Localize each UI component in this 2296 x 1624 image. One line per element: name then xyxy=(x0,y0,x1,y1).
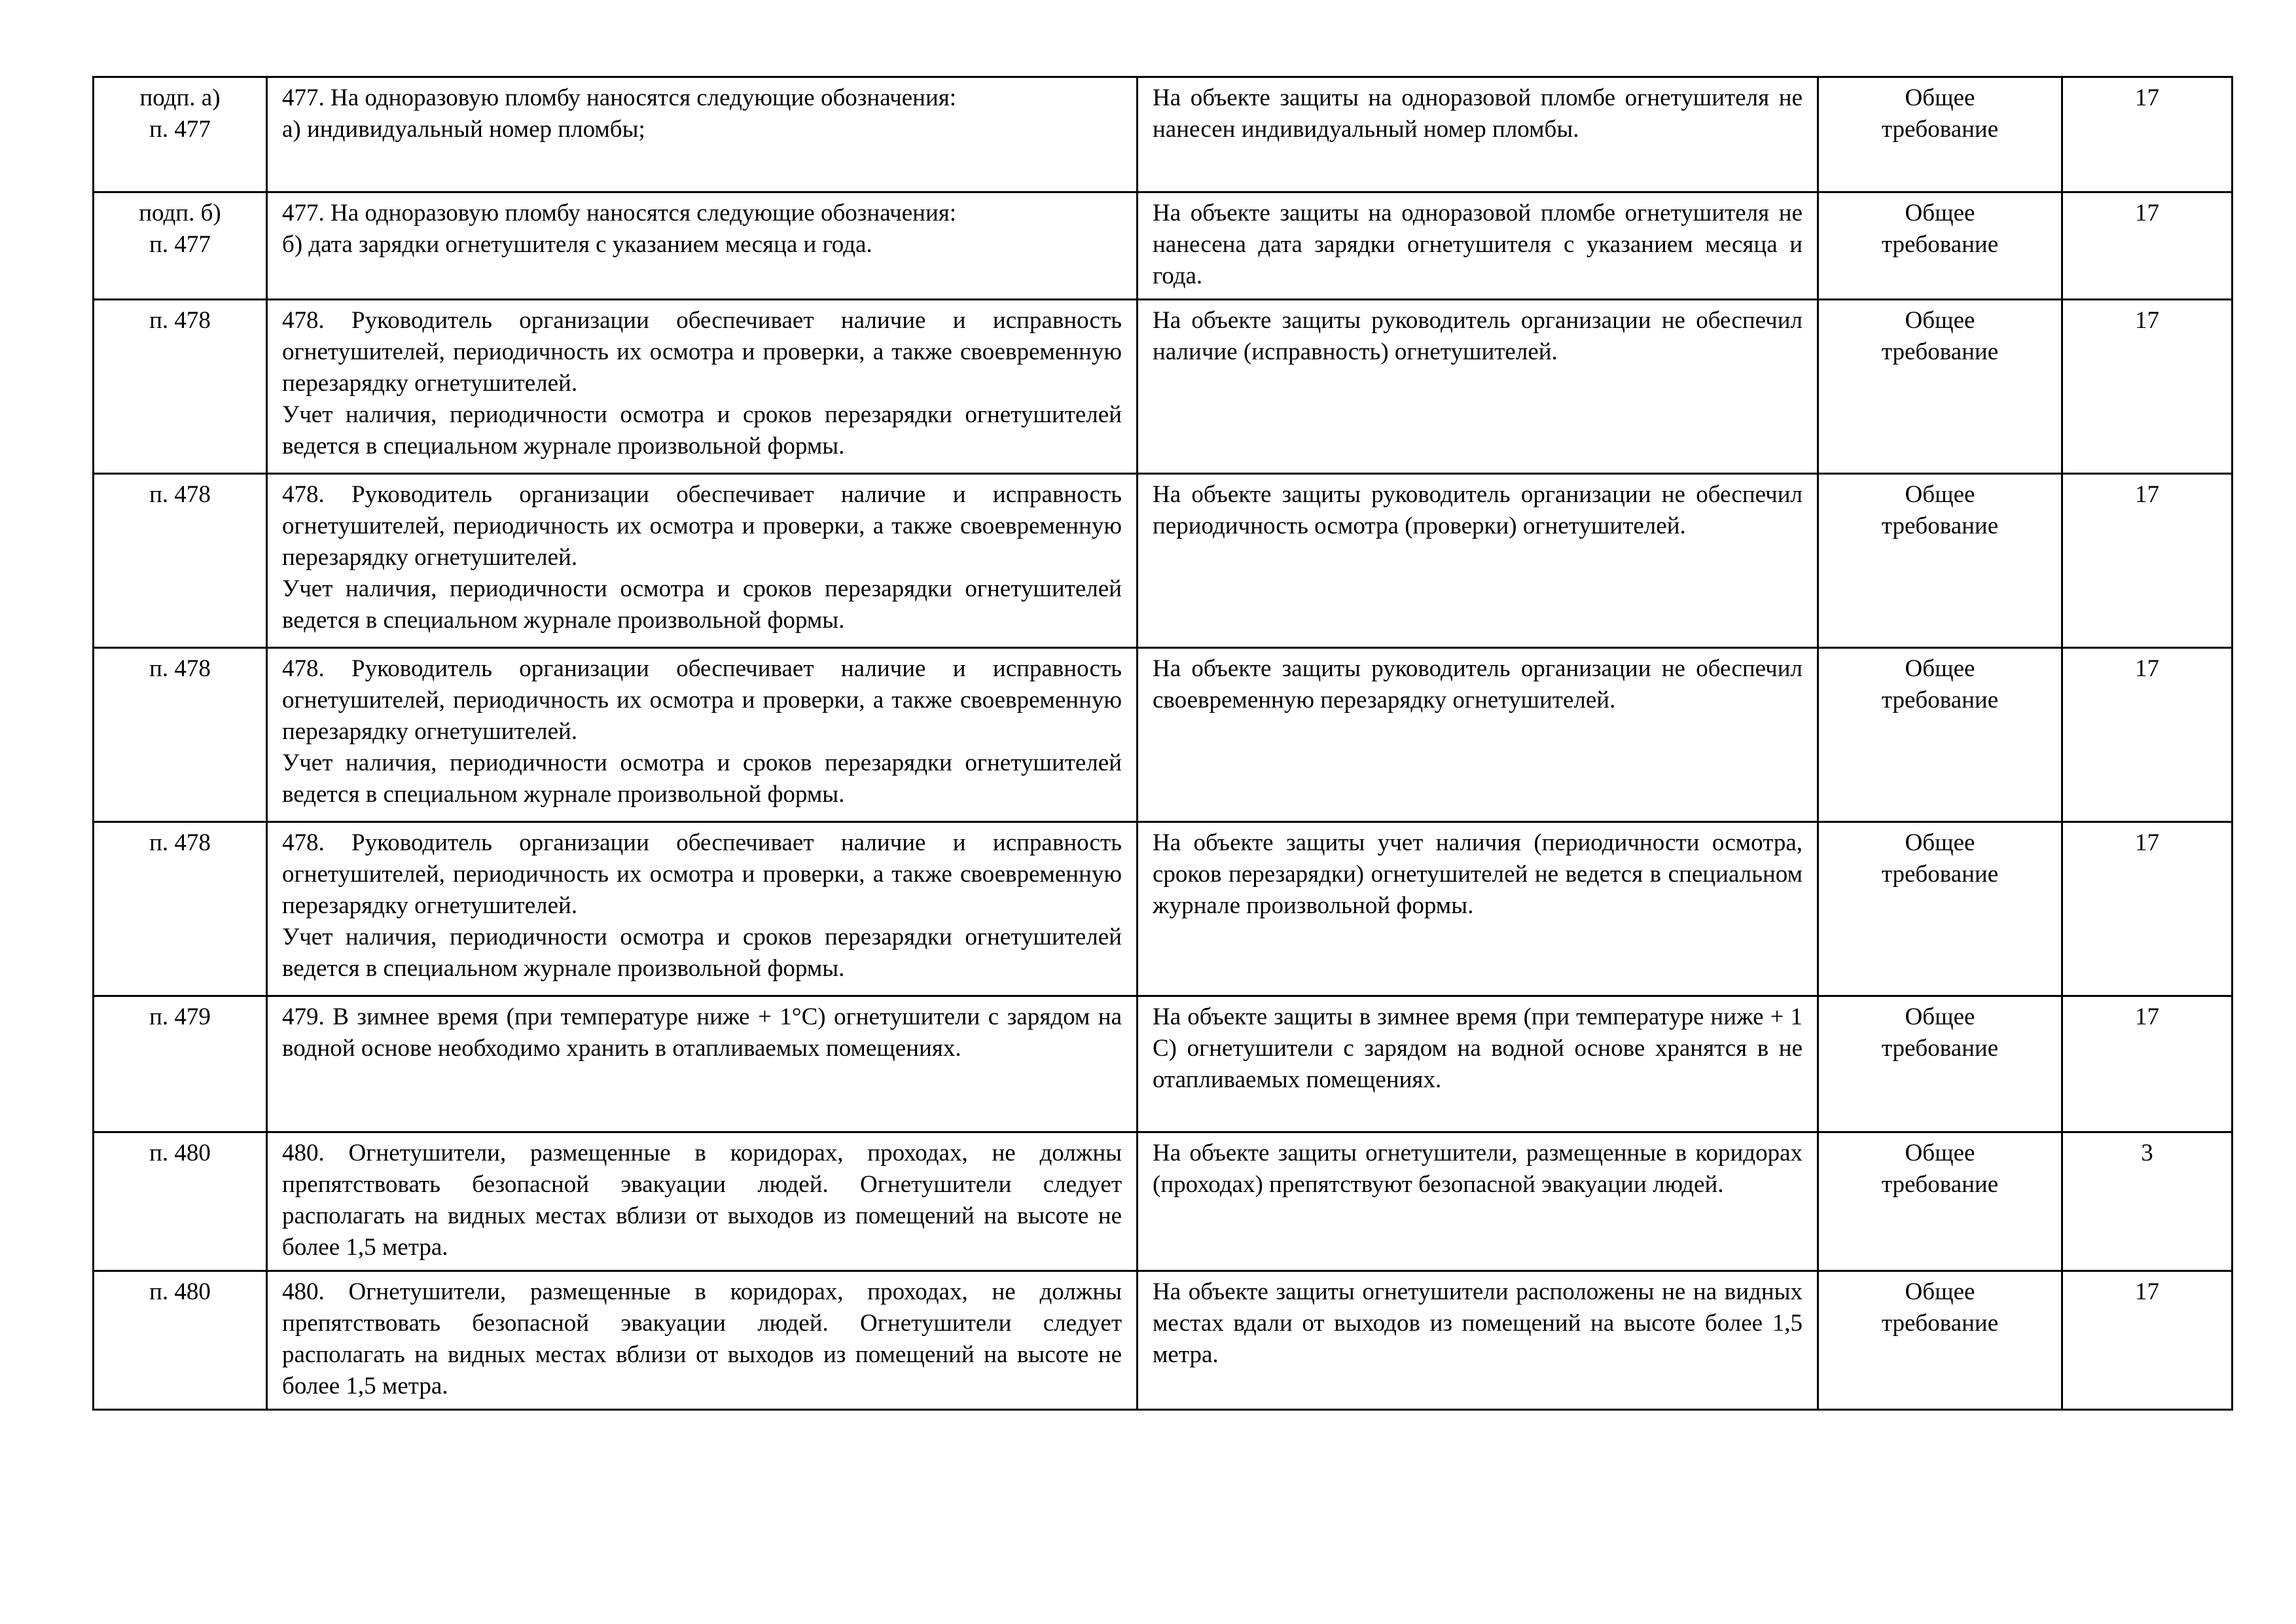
clause-reference-cell xyxy=(94,1271,267,1410)
clause-reference-line: п. 478 xyxy=(149,307,211,334)
requirement-type-cell xyxy=(1818,1132,2062,1271)
clause-reference-line: п. 478 xyxy=(149,829,211,856)
violation-text-cell: На объекте защиты на одноразовой пломбе огнетушителя не нанесена дата зарядки огнетушителя с указанием месяца и года. xyxy=(1138,192,1818,300)
requirements-table xyxy=(92,76,2233,1411)
clause-reference-line: п. 477 xyxy=(149,231,211,258)
requirement-text: 478. Руководитель организации обеспечивает наличие и исправность огнетушителей, периодичность их осмотра и проверки, а также своевременную перезарядку огнетушителей. xyxy=(282,481,1122,571)
table-row xyxy=(94,300,2233,474)
clause-reference-line: п. 479 xyxy=(149,1003,211,1030)
code-cell: 17 xyxy=(2062,300,2233,474)
violation-text-cell: На объекте защиты в зимнее время (при температуре ниже + 1 С) огнетушители с зарядом на водной основе хранятся в не отапливаемых помещениях. xyxy=(1138,996,1818,1132)
requirement-type-line: Общее xyxy=(1905,1278,1975,1305)
clause-reference-cell xyxy=(94,474,267,648)
requirement-text: 478. Руководитель организации обеспечивает наличие и исправность огнетушителей, периодичность их осмотра и проверки, а также своевременную перезарядку огнетушителей. xyxy=(282,829,1122,919)
code-cell: 17 xyxy=(2062,1271,2233,1410)
requirement-type-line: Общее xyxy=(1905,307,1975,334)
clause-reference-cell xyxy=(94,192,267,300)
requirement-type-cell xyxy=(1818,996,2062,1132)
requirement-text-cell xyxy=(267,1271,1138,1410)
requirement-type-line: требование xyxy=(1881,1310,1999,1337)
requirement-text-cell xyxy=(267,648,1138,822)
table-row xyxy=(94,648,2233,822)
requirement-text: Учет наличия, периодичности осмотра и сроков перезарядки огнетушителей ведется в специальном журнале произвольной формы. xyxy=(282,401,1122,460)
requirement-type-line: Общее xyxy=(1905,655,1975,682)
requirement-text: Учет наличия, периодичности осмотра и сроков перезарядки огнетушителей ведется в специальном журнале произвольной формы. xyxy=(282,924,1122,982)
clause-reference-line: подп. а) xyxy=(139,84,221,111)
requirement-type-line: Общее xyxy=(1905,1003,1975,1030)
requirement-text-cell xyxy=(267,1132,1138,1271)
requirement-type-cell xyxy=(1818,300,2062,474)
requirement-text: 478. Руководитель организации обеспечивает наличие и исправность огнетушителей, периодичность их осмотра и проверки, а также своевременную перезарядку огнетушителей. xyxy=(282,307,1122,397)
requirement-type-cell xyxy=(1818,77,2062,192)
table-row xyxy=(94,1132,2233,1271)
requirement-type-line: требование xyxy=(1881,861,1999,888)
requirement-type-line: требование xyxy=(1881,1171,1999,1198)
table-row xyxy=(94,1271,2233,1410)
requirement-type-line: Общее xyxy=(1905,1140,1975,1166)
requirement-type-line: требование xyxy=(1881,116,1999,143)
violation-text-cell: На объекте защиты огнетушители, размещенные в коридорах (проходах) препятствуют безопасной эвакуации людей. xyxy=(1138,1132,1818,1271)
violation-text-cell: На объекте защиты на одноразовой пломбе огнетушителя не нанесен индивидуальный номер пломбы. xyxy=(1138,77,1818,192)
violation-text-cell: На объекте защиты руководитель организации не обеспечил наличие (исправность) огнетушителей. xyxy=(1138,300,1818,474)
code-cell: 17 xyxy=(2062,474,2233,648)
code-cell: 17 xyxy=(2062,822,2233,996)
clause-reference-line: п. 480 xyxy=(149,1278,211,1305)
code-cell: 3 xyxy=(2062,1132,2233,1271)
requirement-text: 480. Огнетушители, размещенные в коридорах, проходах, не должны препятствовать безопасной эвакуации людей. Огнетушители следует располагать на видных местах вблизи от выходов из помещений на высоте не более 1,5 метра. xyxy=(282,1140,1122,1261)
requirement-type-line: требование xyxy=(1881,231,1999,258)
clause-reference-line: п. 478 xyxy=(149,655,211,682)
clause-reference-cell xyxy=(94,996,267,1132)
clause-reference-cell xyxy=(94,300,267,474)
requirement-text: 479. В зимнее время (при температуре ниже + 1°С) огнетушители с зарядом на водной основе необходимо хранить в отапливаемых помещениях. xyxy=(282,1003,1122,1062)
requirement-type-line: Общее xyxy=(1905,481,1975,508)
violation-text-cell: На объекте защиты огнетушители расположены не на видных местах вдали от выходов из помещений на высоте более 1,5 метра. xyxy=(1138,1271,1818,1410)
violation-text-cell: На объекте защиты учет наличия (периодичности осмотра, сроков перезарядки) огнетушителей не ведется в специальном журнале произвольной формы. xyxy=(1138,822,1818,996)
requirement-type-line: требование xyxy=(1881,1035,1999,1062)
requirement-text: 478. Руководитель организации обеспечивает наличие и исправность огнетушителей, периодичность их осмотра и проверки, а также своевременную перезарядку огнетушителей. xyxy=(282,655,1122,745)
clause-reference-line: подп. б) xyxy=(139,200,221,226)
violation-text-cell: На объекте защиты руководитель организации не обеспечил своевременную перезарядку огнетушителей. xyxy=(1138,648,1818,822)
requirement-text-cell xyxy=(267,77,1138,192)
clause-reference-line: п. 478 xyxy=(149,481,211,508)
table-row xyxy=(94,474,2233,648)
violation-text-cell: На объекте защиты руководитель организации не обеспечил периодичность осмотра (проверки) огнетушителей. xyxy=(1138,474,1818,648)
requirement-text-cell xyxy=(267,300,1138,474)
clause-reference-cell xyxy=(94,822,267,996)
requirement-text: Учет наличия, периодичности осмотра и сроков перезарядки огнетушителей ведется в специальном журнале произвольной формы. xyxy=(282,575,1122,634)
requirement-type-line: требование xyxy=(1881,338,1999,365)
table-row xyxy=(94,77,2233,192)
requirement-text: Учет наличия, периодичности осмотра и сроков перезарядки огнетушителей ведется в специальном журнале произвольной формы. xyxy=(282,749,1122,808)
requirement-type-line: требование xyxy=(1881,513,1999,539)
requirement-type-line: требование xyxy=(1881,687,1999,713)
clause-reference-cell xyxy=(94,1132,267,1271)
clause-reference-line: п. 477 xyxy=(149,116,211,143)
requirement-text-cell xyxy=(267,822,1138,996)
requirement-text: 477. На одноразовую пломбу наносятся следующие обозначения: xyxy=(282,84,957,111)
requirement-type-cell xyxy=(1818,474,2062,648)
clause-reference-cell xyxy=(94,648,267,822)
code-cell: 17 xyxy=(2062,77,2233,192)
requirement-type-cell xyxy=(1818,648,2062,822)
code-cell: 17 xyxy=(2062,996,2233,1132)
requirement-text: б) дата зарядки огнетушителя с указанием месяца и года. xyxy=(282,231,872,258)
requirement-text: 477. На одноразовую пломбу наносятся следующие обозначения: xyxy=(282,200,957,226)
clause-reference-cell xyxy=(94,77,267,192)
requirement-type-line: Общее xyxy=(1905,200,1975,226)
table-row xyxy=(94,192,2233,300)
requirement-type-line: Общее xyxy=(1905,84,1975,111)
requirement-type-cell xyxy=(1818,1271,2062,1410)
code-cell: 17 xyxy=(2062,648,2233,822)
requirement-text-cell xyxy=(267,474,1138,648)
table-row xyxy=(94,996,2233,1132)
table-row xyxy=(94,822,2233,996)
clause-reference-line: п. 480 xyxy=(149,1140,211,1166)
requirement-type-cell xyxy=(1818,822,2062,996)
requirement-text-cell xyxy=(267,996,1138,1132)
requirement-type-cell xyxy=(1818,192,2062,300)
code-cell: 17 xyxy=(2062,192,2233,300)
requirement-type-line: Общее xyxy=(1905,829,1975,856)
requirement-text: 480. Огнетушители, размещенные в коридорах, проходах, не должны препятствовать безопасной эвакуации людей. Огнетушители следует располагать на видных местах вблизи от выходов из помещений на высоте не более 1,5 метра. xyxy=(282,1278,1122,1399)
requirement-text: а) индивидуальный номер пломбы; xyxy=(282,116,645,143)
requirement-text-cell xyxy=(267,192,1138,300)
